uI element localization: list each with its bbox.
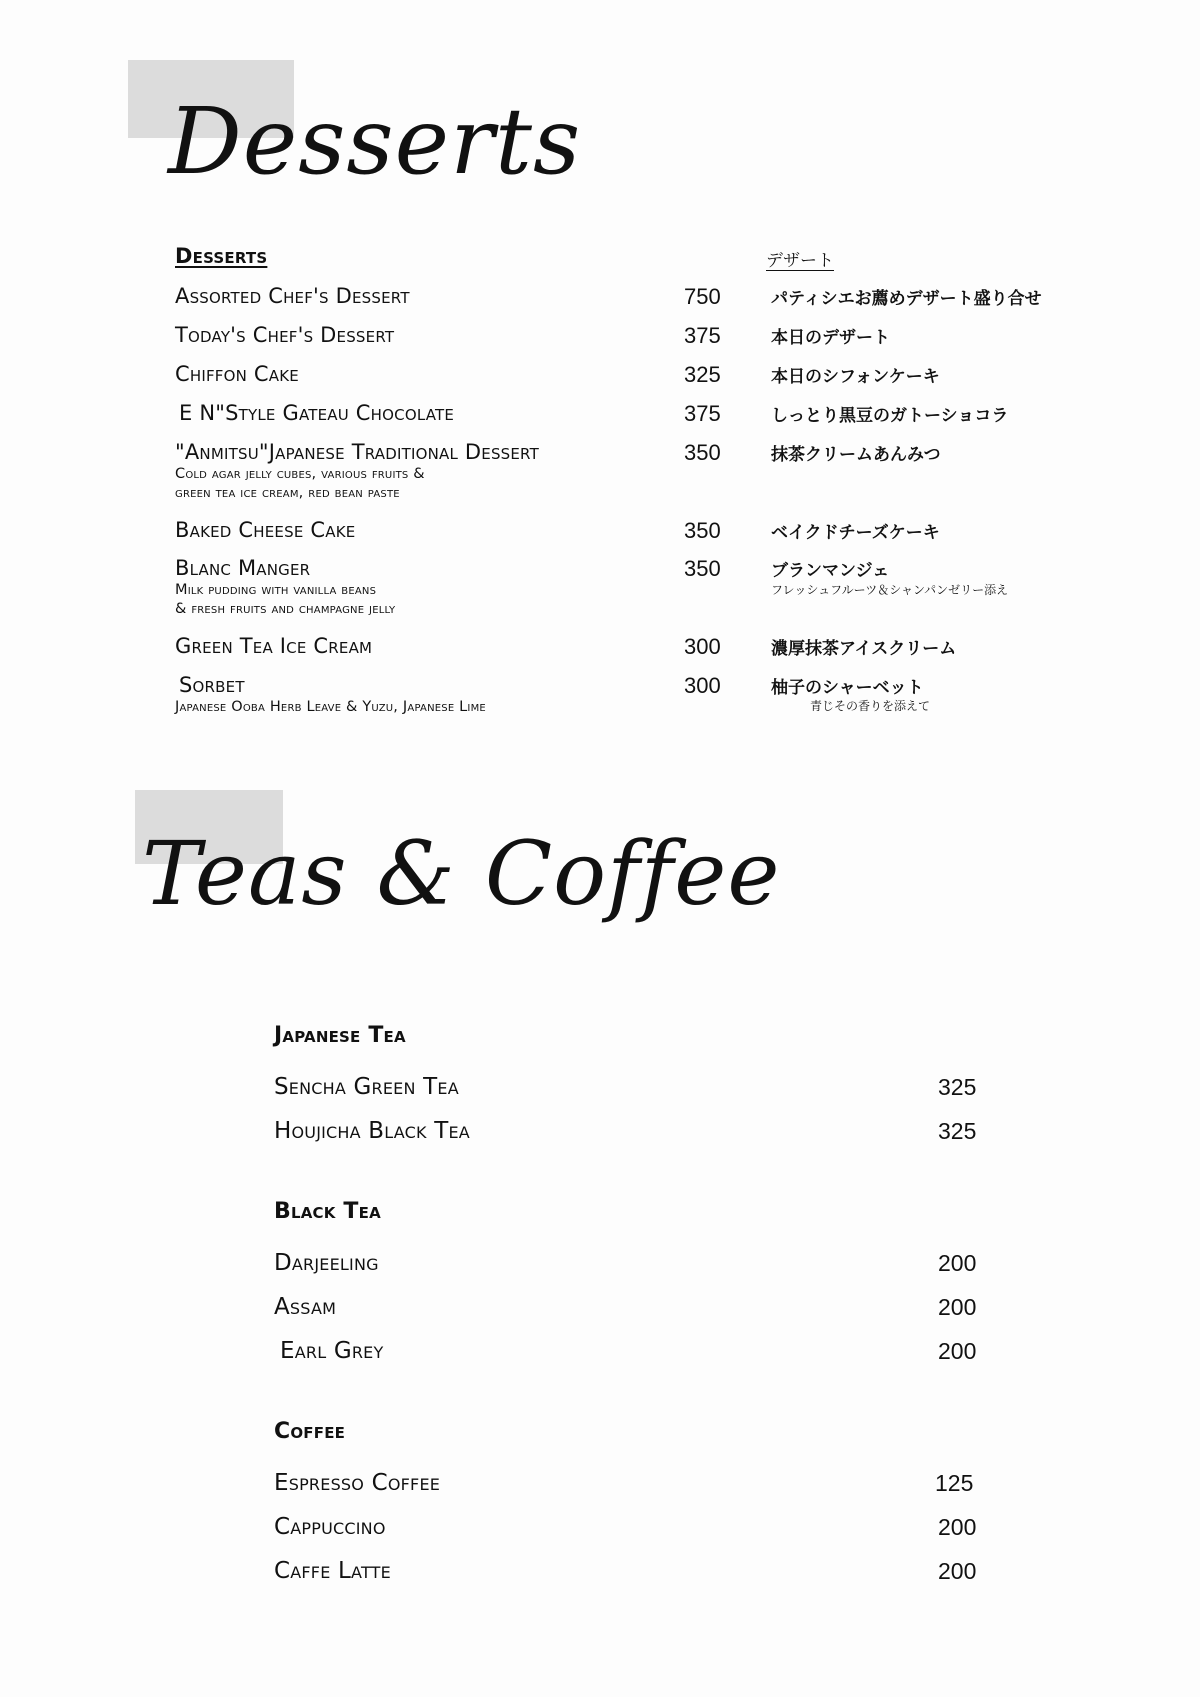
dessert-japanese-name: 本日のシフォンケーキ <box>771 367 940 387</box>
dessert-description: & fresh fruits and champagne jelly <box>175 601 396 617</box>
drink-item <box>274 1250 994 1280</box>
dessert-name: Chiffon Cake <box>175 362 299 386</box>
drink-name: Espresso Coffee <box>274 1470 441 1496</box>
dessert-name: Today's Chef's Dessert <box>175 323 395 347</box>
dessert-price: 375 <box>684 323 721 348</box>
dessert-price: 750 <box>684 284 721 309</box>
dessert-japanese-name: 本日のデザート <box>771 328 890 348</box>
dessert-price: 300 <box>684 634 721 659</box>
dessert-price: 325 <box>684 362 721 387</box>
drink-group-heading: Japanese Tea <box>274 1023 406 1048</box>
drink-price: 200 <box>938 1558 977 1584</box>
dessert-description: Cold agar jelly cubes, various fruits & <box>175 466 425 482</box>
drink-price: 125 <box>935 1470 974 1496</box>
drink-item <box>274 1470 994 1500</box>
desserts-title: Desserts <box>168 88 582 195</box>
dessert-japanese-name: ベイクドチーズケーキ <box>771 523 940 543</box>
drink-price: 200 <box>938 1294 977 1320</box>
dessert-price: 350 <box>684 556 721 581</box>
drink-item <box>274 1074 994 1104</box>
dessert-name: Sorbet <box>179 673 245 697</box>
drink-group-heading: Black Tea <box>274 1199 381 1224</box>
dessert-description: Milk pudding with vanilla beans <box>175 582 377 598</box>
dessert-price: 350 <box>684 518 721 543</box>
drink-price: 325 <box>938 1074 977 1100</box>
drink-item <box>274 1558 994 1588</box>
drinks-title: Teas & Coffee <box>142 822 781 925</box>
drink-name: Houjicha Black Tea <box>274 1118 470 1144</box>
dessert-japanese-name: 柚子のシャーベット <box>771 678 924 698</box>
dessert-name: "Anmitsu"Japanese Traditional Dessert <box>175 440 539 464</box>
drink-item <box>274 1294 994 1324</box>
dessert-japanese-name: 抹茶クリームあんみつ <box>771 445 941 465</box>
dessert-japanese-name: パティシエお薦めデザート盛り合せ <box>771 289 1042 309</box>
desserts-category-heading: Desserts <box>175 244 268 268</box>
drink-name: Darjeeling <box>274 1250 379 1276</box>
dessert-price: 300 <box>684 673 721 698</box>
dessert-description: green tea ice cream, red bean paste <box>175 485 400 501</box>
dessert-price: 375 <box>684 401 721 426</box>
drink-name: Assam <box>274 1294 337 1320</box>
dessert-japanese-name: しっとり黒豆のガトーショコラ <box>771 406 1009 426</box>
drink-price: 200 <box>938 1514 977 1540</box>
drink-item <box>274 1338 994 1368</box>
dessert-name: Assorted Chef's Dessert <box>175 284 410 308</box>
dessert-name: E N"Style Gateau Chocolate <box>179 401 455 425</box>
dessert-japanese-note: フレッシュフルーツ＆シャンパンゼリー添え <box>771 583 1009 597</box>
desserts-japanese-heading: デザート <box>766 251 834 271</box>
dessert-name: Blanc Manger <box>175 556 311 580</box>
dessert-description: Japanese Ooba Herb Leave & Yuzu, Japanese Lime <box>175 699 486 715</box>
drink-name: Caffe Latte <box>274 1558 391 1584</box>
dessert-name: Baked Cheese Cake <box>175 518 356 542</box>
dessert-japanese-name: ブランマンジェ <box>771 561 890 581</box>
drink-item <box>274 1514 994 1544</box>
drink-name: Cappuccino <box>274 1514 386 1540</box>
drink-group-heading: Coffee <box>274 1419 346 1444</box>
drink-name: Sencha Green Tea <box>274 1074 459 1100</box>
dessert-name: Green Tea Ice Cream <box>175 634 373 658</box>
dessert-japanese-note: 青じその香りを添えて <box>810 699 931 713</box>
drink-name: Earl Grey <box>280 1338 384 1364</box>
dessert-japanese-name: 濃厚抹茶アイスクリーム <box>771 639 957 659</box>
drink-price: 200 <box>938 1250 977 1276</box>
drink-item <box>274 1118 994 1148</box>
drink-price: 325 <box>938 1118 977 1144</box>
dessert-price: 350 <box>684 440 721 465</box>
drink-price: 200 <box>938 1338 977 1364</box>
